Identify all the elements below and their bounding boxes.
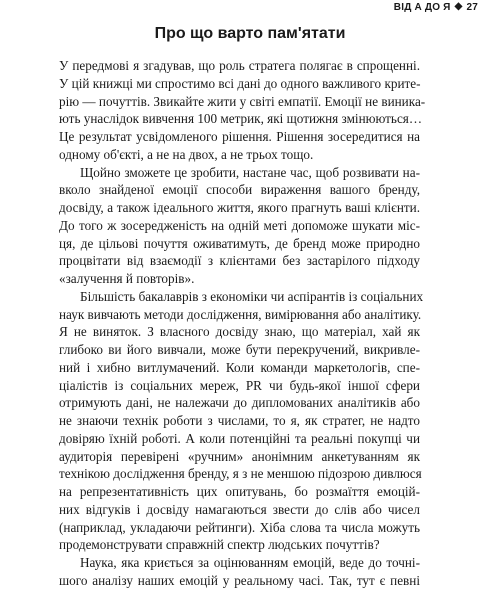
- text-line: «залучення й повторів».: [59, 271, 195, 286]
- text-line: ціалістів із соціальних мереж, PR чи будь-якої іншої сфери: [59, 377, 420, 393]
- page-number: 27: [466, 1, 478, 13]
- text-line: них відгуків і досвіду намагаються звести до слів або чисел: [59, 501, 420, 517]
- text-line: шого аналізу наших емоцій у реальному часі. Так, тут є певні: [59, 572, 420, 588]
- text-line: рію — почуттів. Звикайте жити у світі емпатії. Емоції не виника-: [59, 93, 426, 109]
- text-line: отримують дані, не належачи до дипломованих аналітиків або: [59, 395, 420, 411]
- diamond-icon: ◆: [454, 1, 463, 12]
- running-head-title: ВІД А ДО Я: [393, 1, 451, 13]
- body-text: [59, 57, 426, 590]
- text-line: ють унаслідок вивчення 100 метрик, які щотижня змінюються…: [59, 111, 423, 127]
- text-line: одному об'єкті, а не на двох, а не трьох тощо.: [59, 146, 314, 162]
- text-line: технікою дослідження бренду, я з не меншою підозрою дивлюся: [59, 466, 422, 482]
- text-line: Я не виняток. З власного досвіду знаю, що матеріал, хай як: [59, 324, 420, 340]
- text-line: ний і хибно витлумачений. Коли команди маркетологів, спе-: [59, 359, 420, 375]
- text-line: До того ж зосередженість на одній меті допоможе шукати міс-: [59, 217, 420, 233]
- text-line: ця, де цільові почуття оживатимуть, де бренд може природно: [59, 235, 420, 251]
- text-line: (наприклад, укладаючи рейтинги). Хіба слова та числа можуть: [59, 519, 420, 535]
- text-line: Щойно зможете це зробити, настане час, щоб розвивати на-: [80, 164, 420, 180]
- text-line: процвітати від взаємодії з клієнтами без застарілого підходу: [59, 253, 420, 269]
- text-line: довіряю їхній роботі. А коли потенційні та реальні покупці чи: [59, 430, 420, 446]
- text-line: У передмові я згадував, що роль стратега полягає в спрощенні.: [59, 58, 420, 73]
- text-line: досвіду, а також ідеального життя, якого прагнуть ваші клієнти.: [59, 200, 420, 215]
- text-line: глибоко ви його вивчали, може бути перекручений, викривле-: [59, 342, 420, 357]
- text-line: на репрезентативність цих опитувань, бо розмаїття емоцій-: [59, 484, 420, 499]
- text-line: Це результат усвідомленого рішення. Рішення зосередитися на: [59, 129, 420, 144]
- section-title: Про що варто пам'ятати: [154, 25, 346, 42]
- text-line: вколо знайденої емоції способи вираження вашого бренду,: [59, 182, 420, 198]
- text-line: не знаючи технік роботи з числами, то я, як стратег, не надто: [59, 413, 420, 428]
- text-line: аудиторія перевірені «ручним» анонімним анкетуванням як: [59, 448, 420, 464]
- running-head: [394, 0, 478, 14]
- text-line: Наука, яка криється за оцінюванням емоцій, веде до точні-: [80, 555, 420, 570]
- text-line: продемонструвати справжній спектр людських почуттів?: [59, 537, 380, 553]
- text-line: наук вивчають методи дослідження, вимірювання або аналітику.: [59, 306, 422, 322]
- text-line: Більшість бакалаврів з економіки чи аспірантів із соціальних: [80, 288, 424, 304]
- text-line: У цій книжці ми спростимо всі дані до одного важливого крите-: [59, 75, 421, 91]
